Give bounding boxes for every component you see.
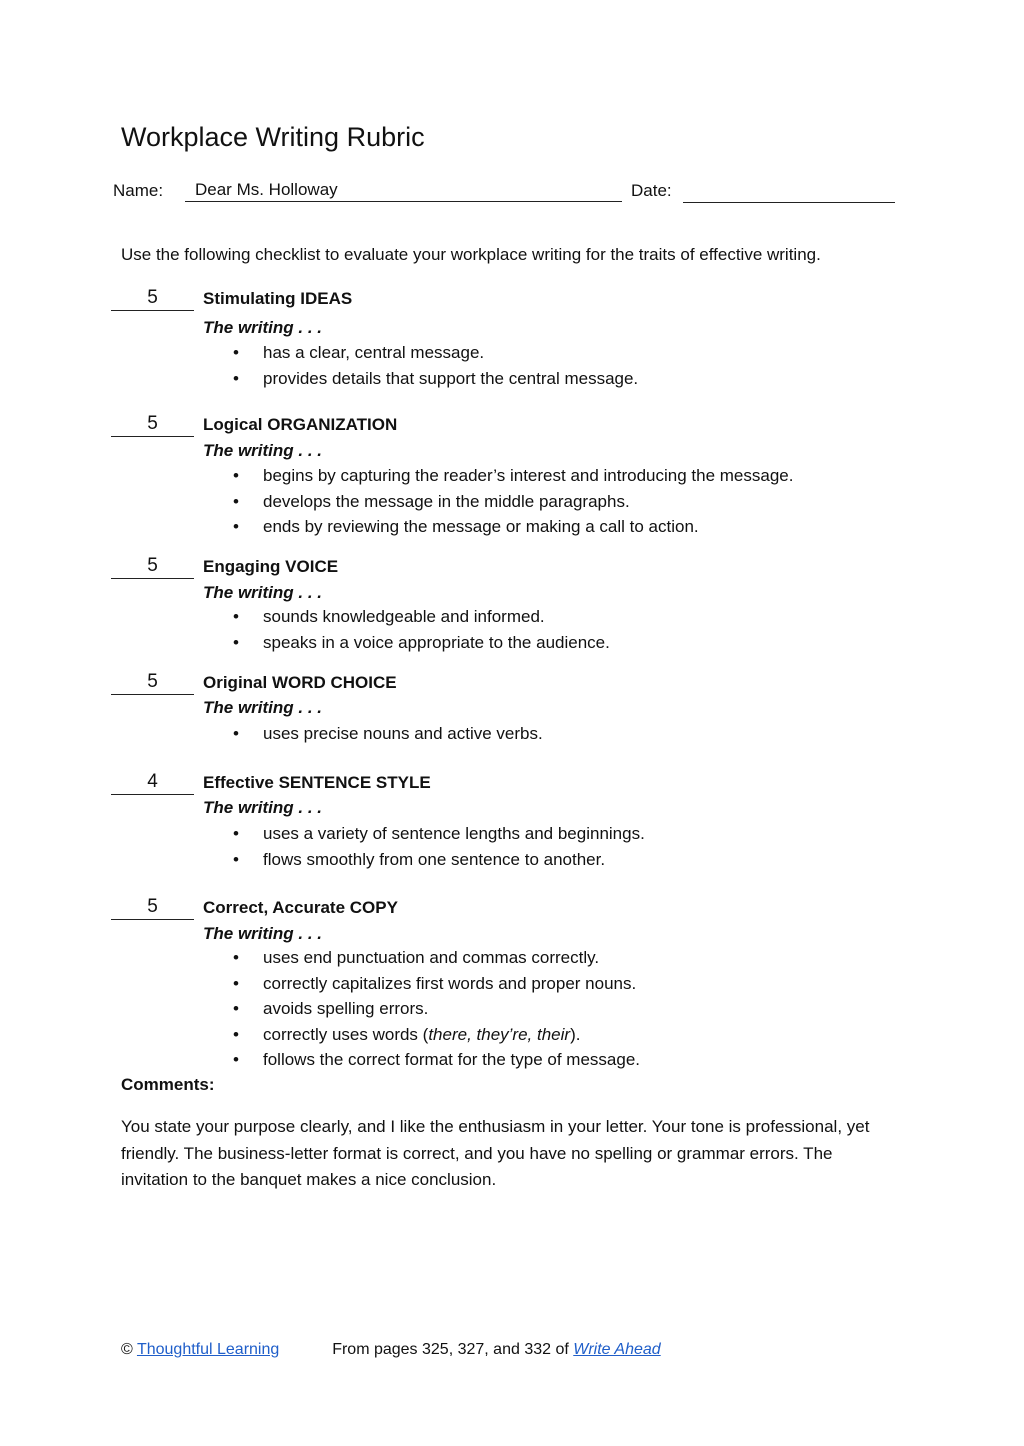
bullet-icon: • [233,632,239,652]
bullet-icon: • [233,517,239,536]
bullet-icon: • [233,849,239,869]
writing-label: The writing . . . [203,441,322,460]
score-field[interactable]: 4 [111,772,194,795]
bullet-icon: • [233,343,239,362]
book-link[interactable]: Write Ahead [573,1341,661,1358]
trait-title: Original WORD CHOICE [203,673,397,692]
trait-title: Logical ORGANIZATION [203,415,398,434]
name-label: Name: [113,181,164,200]
bullet-icon: • [233,999,239,1018]
footer [121,1341,661,1359]
bullet-icon: • [233,824,239,843]
name-field[interactable]: Dear Ms. Holloway [185,180,622,202]
trait-title: Correct, Accurate COPY [203,898,398,917]
trait-title: Engaging VOICE [203,557,339,576]
writing-label: The writing . . . [203,924,322,943]
date-label: Date: [631,181,672,200]
score-field[interactable]: 5 [111,288,194,311]
trait-title: Stimulating IDEAS [203,289,353,308]
bullet-icon: • [233,1024,239,1044]
bullet-icon: • [233,724,239,743]
score-field[interactable]: 5 [111,414,194,437]
bullet-icon: • [233,368,239,388]
source-text: From pages 325, 327, and 332 of [332,1341,569,1358]
trait-title: Effective SENTENCE STYLE [203,773,431,792]
comments-label: Comments: [121,1075,215,1094]
bullet-icon: • [233,973,239,993]
score-field[interactable]: 5 [111,672,194,695]
bullet-icon: • [233,1050,239,1069]
writing-label: The writing . . . [203,583,322,602]
publisher-link[interactable]: Thoughtful Learning [136,1341,280,1358]
copyright-icon: © [121,1341,133,1358]
bullet-icon: • [233,466,239,485]
bullet-icon: • [233,607,239,626]
score-field[interactable]: 5 [111,556,194,579]
instructions: Use the following checklist to evaluate your workplace writing for the traits of effective writing. [121,245,821,264]
writing-label: The writing . . . [203,798,322,817]
comments-text: You state your purpose clearly, and I like the enthusiasm in your letter. Your tone is professional, yet friendly. The business-letter format is correct, and you have no spelling or grammar errors. The invitation to the banquet makes a nice conclusion. [121,1117,870,1189]
bullet-icon: • [233,491,239,511]
page-title: Workplace Writing Rubric [121,122,425,152]
date-field[interactable] [683,180,895,203]
bullet-icon: • [233,948,239,967]
score-field[interactable]: 5 [111,897,194,920]
writing-label: The writing . . . [203,698,322,717]
writing-label: The writing . . . [203,318,322,337]
